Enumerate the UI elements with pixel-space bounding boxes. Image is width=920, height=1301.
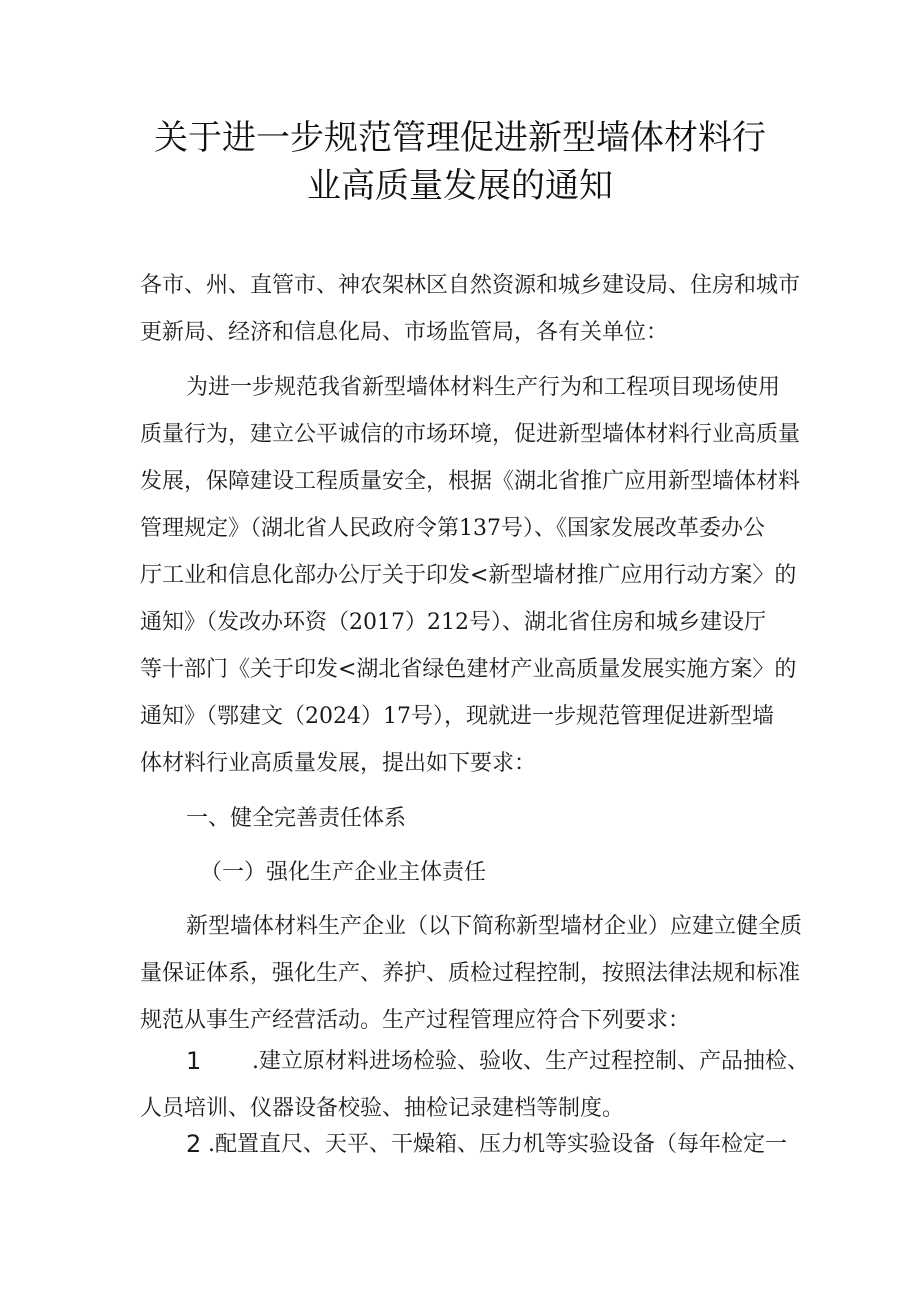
intro-line-8: 通知》（鄂建文（2024）17号），现就进一步规范管理促进新型墙: [140, 704, 774, 729]
list-item-1-number: 1: [186, 1047, 202, 1075]
section-heading: 一、健全完善责任体系: [186, 806, 407, 831]
intro-line-9: 体材料行业高质量发展，提出如下要求：: [140, 751, 537, 776]
page-title-line-2: 业高质量发展的通知: [307, 166, 613, 206]
list-item-2-number: 2: [186, 1130, 202, 1158]
list-item-2-line-1: .配置直尺、天平、干燥箱、压力机等实验设备（每年检定一: [208, 1132, 787, 1157]
intro-line-5: 厅工业和信息化部办公厅关于印发<新型墙材推广应用行动方案〉的: [140, 563, 797, 588]
paragraph-line-1: 新型墙体材料生产企业（以下简称新型墙材企业）应建立健全质: [186, 914, 803, 939]
paragraph-line-2: 量保证体系，强化生产、养护、质检过程控制，按照法律法规和标准: [140, 961, 801, 986]
intro-line-4: 管理规定》（湖北省人民政府令第137号）、《国家发展改革委办公: [140, 516, 765, 541]
subsection-heading: （一）强化生产企业主体责任: [200, 860, 487, 885]
intro-line-2: 质量行为，建立公平诚信的市场环境，促进新型墙体材料行业高质量: [140, 422, 801, 447]
addressee-line-1: 各市、州、直管市、神农架林区自然资源和城乡建设局、住房和城市: [140, 273, 801, 298]
addressee-line-2: 更新局、经济和信息化局、市场监管局，各有关单位：: [140, 320, 669, 345]
paragraph-line-3: 规范从事生产经营活动。生产过程管理应符合下列要求：: [140, 1008, 691, 1033]
list-item-1-line-1: .建立原材料进场检验、验收、生产过程控制、产品抽检、: [252, 1049, 809, 1074]
list-item-1-line-2: 人员培训、仪器设备校验、抽检记录建档等制度。: [140, 1096, 625, 1121]
intro-line-3: 发展，保障建设工程质量安全，根据《湖北省推广应用新型墙体材料: [140, 469, 801, 494]
intro-line-7: 等十部门《关于印发<湖北省绿色建材产业高质量发展实施方案〉的: [140, 657, 797, 682]
intro-line-6: 通知》（发改办环资（2017）212号）、湖北省住房和城乡建设厅: [140, 610, 766, 635]
page-title-line-1: 关于进一步规范管理促进新型墙体材料行: [154, 118, 766, 158]
intro-line-1: 为进一步规范我省新型墙体材料生产行为和工程项目现场使用: [186, 375, 781, 400]
